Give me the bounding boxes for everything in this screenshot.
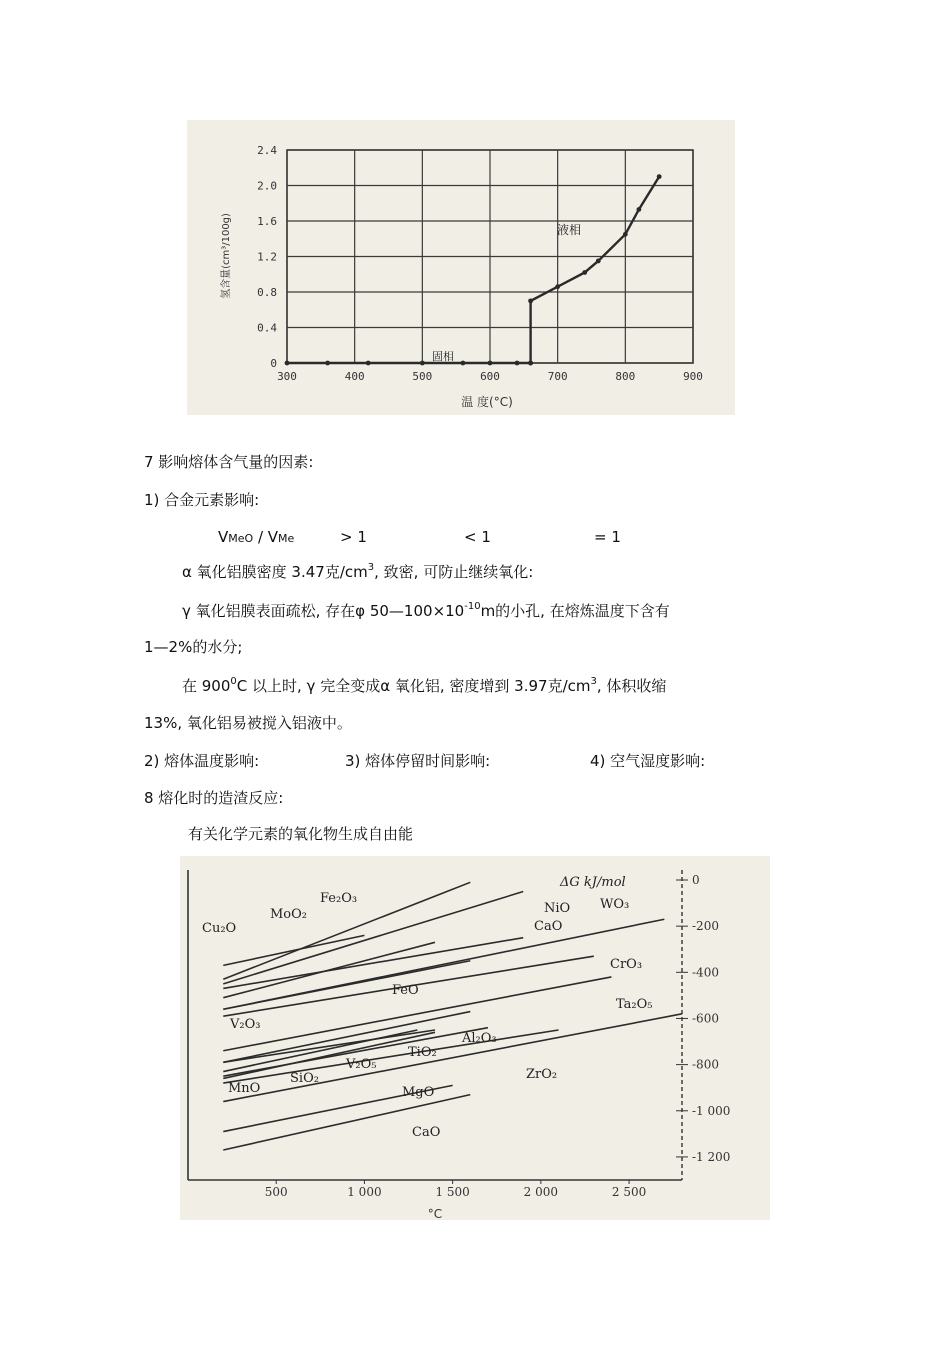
x-tick-label: 1 000 [347, 1185, 382, 1199]
transition-text-b: C 以上时, γ 完全变成α 氧化铝, 密度增到 3.97克/cm [236, 677, 591, 695]
gibbs-energy-chart [180, 856, 770, 1220]
data-point [420, 361, 425, 366]
chart2-svg [180, 856, 770, 1220]
y-tick-label: 0.4 [257, 321, 277, 335]
ratio-v: V [218, 528, 229, 546]
x-axis-label: 温 度(°C) [461, 395, 513, 409]
transition-paragraph [182, 676, 666, 696]
oxide-label-nio: NiO [544, 901, 571, 916]
x-axis-label: °C [427, 1207, 443, 1220]
y-tick-label: -1 000 [692, 1103, 731, 1118]
data-point [582, 270, 587, 275]
data-point [528, 361, 533, 366]
data-point [285, 361, 290, 366]
y-tick-label: 2.0 [257, 179, 277, 193]
hydrogen-solubility-chart [187, 120, 735, 415]
data-point [366, 361, 371, 366]
transition-sup2: 3 [590, 676, 597, 687]
gamma-sup: -10 [464, 601, 481, 612]
x-tick-label: 2 000 [523, 1185, 559, 1199]
series-line-al2o3 [223, 1030, 558, 1083]
gamma-text-b: m的小孔, 在熔炼温度下含有 [480, 602, 670, 620]
data-point [555, 284, 560, 289]
oxide-label-feo: FeO [392, 983, 419, 998]
data-point [528, 298, 533, 303]
alpha-paragraph [182, 562, 533, 582]
subsection-2: 2) 熔体温度影响: [144, 752, 260, 770]
oxide-label-ta2o5: Ta₂O₅ [616, 997, 653, 1012]
x-tick-label: 600 [480, 370, 500, 383]
ratio-slash: / V [253, 528, 279, 546]
data-point [596, 259, 601, 264]
oxide-label-zro2: ZrO₂ [526, 1067, 558, 1082]
subsection-3: 3) 熔体停留时间影响: [345, 752, 491, 770]
data-point [325, 361, 330, 366]
ratio-gt: > 1 [340, 528, 367, 546]
x-tick-label: 500 [412, 370, 433, 383]
oxide-label-cao_bottom: CaO [412, 1125, 441, 1140]
oxide-label-tio2: TiO₂ [408, 1045, 437, 1060]
data-point [657, 174, 662, 179]
oxide-label-mgo: MgO [402, 1085, 435, 1100]
alpha-text-b: , 致密, 可防止继续氧化: [374, 563, 534, 581]
subsection-1: 1) 合金元素影响: [144, 491, 260, 509]
y-tick-label: -200 [692, 919, 719, 934]
data-point [488, 361, 493, 366]
subsection-4: 4) 空气湿度影响: [590, 752, 706, 770]
chart1-svg [187, 120, 735, 415]
section-7-heading: 7 影响熔体含气量的因素: [144, 453, 314, 471]
y-tick-label: 0 [692, 873, 700, 887]
y-tick-label: 1.2 [257, 250, 277, 264]
series-line-nio [223, 892, 523, 984]
data-point [623, 232, 628, 237]
oxide-label-cao_top: CaO [534, 919, 563, 934]
y-tick-label: 2.4 [257, 144, 277, 157]
solid-phase-label: 固相 [432, 350, 454, 363]
y-axis-label: 氢含量(cm³/100g) [221, 213, 232, 299]
oxide-label-v2o5: V₂O₅ [346, 1057, 377, 1072]
y-tick-label: 0.8 [257, 286, 277, 299]
transition-sup: 0 [230, 676, 237, 687]
x-tick-label: 500 [264, 1185, 288, 1199]
series-line-v2o5 [223, 1030, 417, 1072]
oxide-label-fe2o3: Fe₂O₃ [320, 891, 358, 906]
section-8-heading: 8 熔化时的造渣反应: [144, 789, 284, 807]
alpha-sup: 3 [367, 562, 375, 573]
data-point [636, 207, 641, 212]
oxide-label-mno: MnO [228, 1081, 261, 1096]
x-tick-label: 700 [547, 370, 568, 383]
gamma-continuation: 1—2%的水分; [144, 638, 243, 656]
transition-continuation: 13%, 氧化铝易被搅入铝液中。 [144, 714, 352, 732]
gamma-paragraph [182, 601, 670, 621]
x-tick-label: 2 500 [611, 1185, 647, 1199]
data-point [461, 361, 466, 366]
x-tick-label: 400 [344, 370, 365, 383]
series-line-1 [531, 177, 660, 363]
x-tick-label: 300 [277, 370, 297, 383]
y-tick-label: -400 [692, 965, 719, 980]
y-axis-label: ΔG kJ/mol [560, 875, 626, 890]
transition-text-c: , 体积收缩 [596, 677, 667, 695]
series-line-cu2o [223, 935, 364, 965]
gamma-text-a: γ 氧化铝膜表面疏松, 存在φ 50—100×10 [182, 602, 465, 620]
figure-caption: 有关化学元素的氧化物生成自由能 [188, 825, 414, 843]
oxide-label-al2o3: Al₂O₃ [462, 1031, 497, 1046]
ratio-lt: < 1 [464, 528, 491, 546]
ratio-me: Me [278, 532, 295, 545]
oxide-label-wo3: WO₃ [600, 897, 630, 912]
y-tick-label: -800 [692, 1057, 719, 1072]
series-line-cao [223, 938, 523, 989]
oxide-label-sio2: SiO₂ [290, 1071, 319, 1086]
oxide-label-cu2o: Cu₂O [202, 921, 237, 936]
x-tick-label: 800 [615, 370, 636, 383]
transition-text-a: 在 900 [182, 677, 231, 695]
y-tick-label: -1 200 [692, 1149, 731, 1164]
x-tick-label: 1 500 [435, 1185, 470, 1199]
series-line-cao [223, 1095, 470, 1150]
y-tick-label: 1.6 [257, 215, 277, 228]
ratio-meo: MeO [228, 532, 254, 545]
series-line-zro2 [223, 1014, 682, 1102]
y-tick-label: 0 [270, 357, 277, 370]
oxide-label-moo2: MoO₂ [270, 907, 308, 922]
ratio-eq: = 1 [594, 528, 621, 546]
oxide-label-v2o3: V₂O₃ [230, 1017, 261, 1032]
oxide-label-cro3: CrO₃ [610, 957, 643, 972]
liquid-phase-label: 液相 [557, 223, 582, 237]
volume-ratio [218, 527, 294, 549]
data-point [515, 361, 520, 366]
alpha-text-a: α 氧化铝膜密度 3.47克/cm [182, 563, 368, 581]
x-tick-label: 900 [683, 370, 703, 383]
y-tick-label: -600 [692, 1011, 719, 1026]
